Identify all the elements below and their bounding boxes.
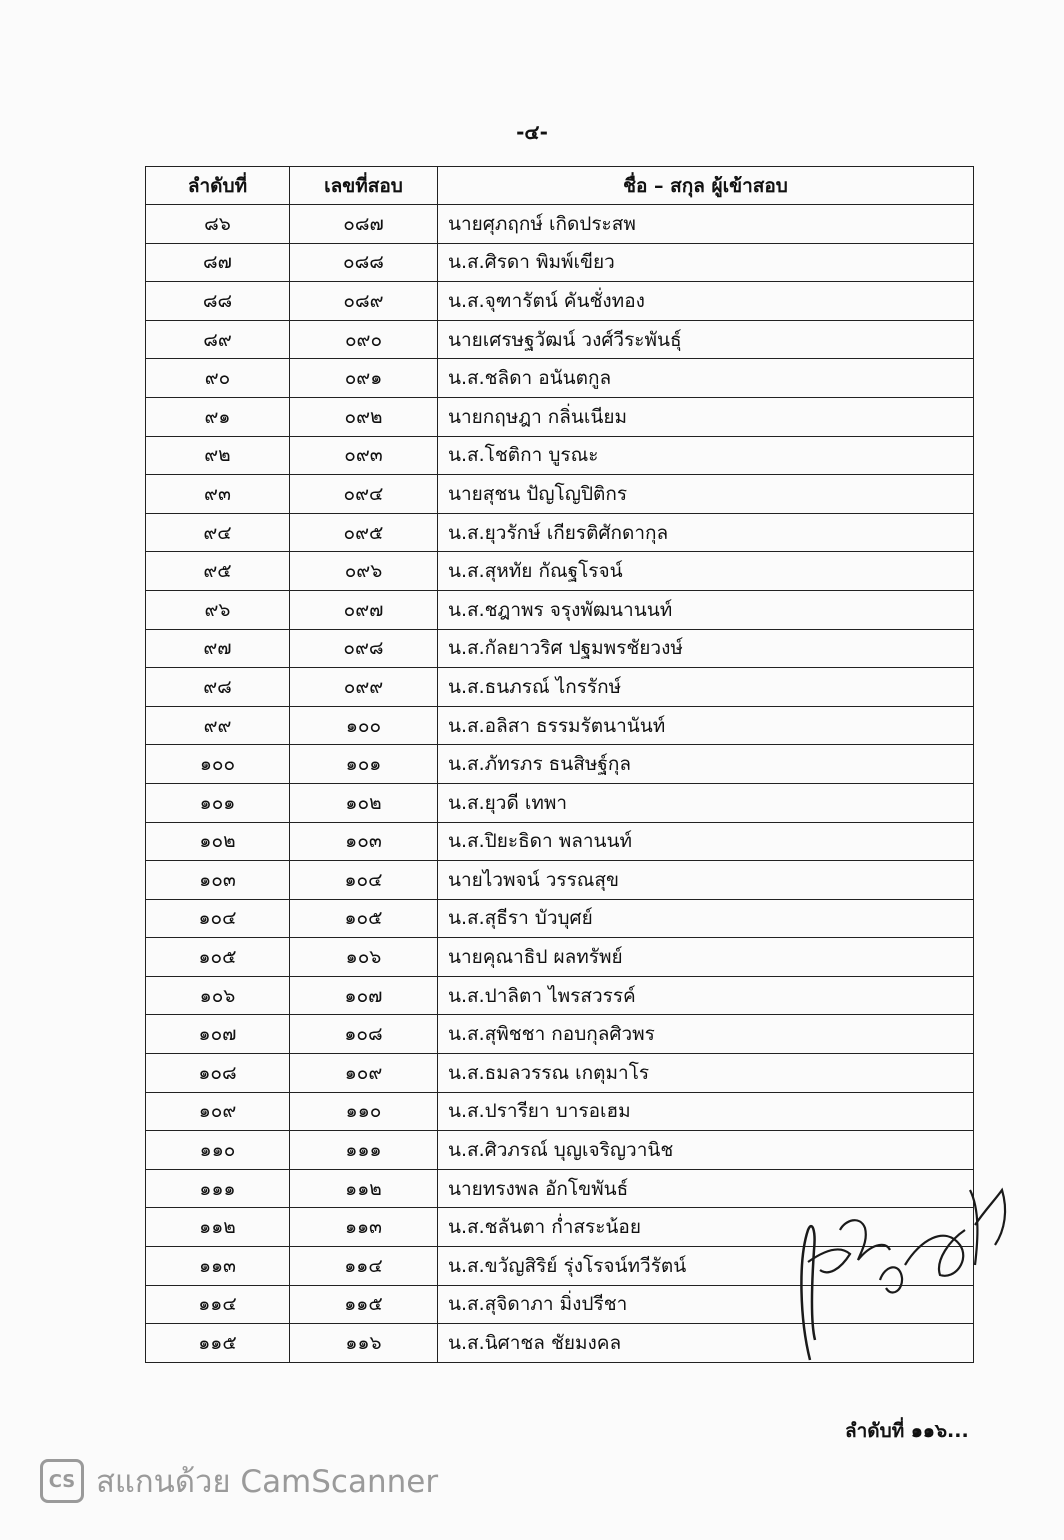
name-cell: น.ส.ธนภรณ์ ไกรรักษ์	[438, 668, 974, 707]
table-row	[146, 397, 974, 436]
table-row	[146, 745, 974, 784]
order-cell: ๙๐	[146, 359, 290, 398]
order-cell: ๘๙	[146, 320, 290, 359]
table-row	[146, 243, 974, 282]
order-cell: ๑๑๓	[146, 1247, 290, 1286]
exam-no-cell: ๐๙๒	[290, 397, 438, 436]
order-cell: ๘๗	[146, 243, 290, 282]
name-cell: น.ส.จุฑารัตน์ คันชั่งทอง	[438, 282, 974, 321]
order-cell: ๑๑๑	[146, 1169, 290, 1208]
order-cell: ๙๙	[146, 706, 290, 745]
exam-no-cell: ๐๘๘	[290, 243, 438, 282]
order-cell: ๙๘	[146, 668, 290, 707]
camscanner-logo-icon: CS	[40, 1459, 84, 1503]
name-cell: นายไวพจน์ วรรณสุข	[438, 861, 974, 900]
table-row	[146, 668, 974, 707]
order-cell: ๑๐๑	[146, 783, 290, 822]
exam-no-cell: ๑๐๖	[290, 938, 438, 977]
name-cell: นายทรงพล อักโขพันธ์	[438, 1169, 974, 1208]
table-row	[146, 899, 974, 938]
order-cell: ๑๑๕	[146, 1324, 290, 1363]
signature-icon	[770, 1170, 1030, 1380]
watermark-text: สแกนด้วย CamScanner	[96, 1464, 439, 1500]
table-row	[146, 282, 974, 321]
name-header: ชื่อ – สกุล ผู้เข้าสอบ	[438, 167, 974, 205]
table-row	[146, 822, 974, 861]
name-cell: นายสุชน ปัญโญปิติกร	[438, 475, 974, 514]
exam-no-cell: ๑๐๘	[290, 1015, 438, 1054]
name-cell: น.ส.ภัทรภร ธนสิษฐ์กุล	[438, 745, 974, 784]
exam-no-cell: ๑๐๐	[290, 706, 438, 745]
exam-no-cell: ๐๙๔	[290, 475, 438, 514]
exam-no-cell: ๑๐๒	[290, 783, 438, 822]
table-row	[146, 1054, 974, 1093]
name-cell: น.ส.ยุวดี เทพา	[438, 783, 974, 822]
order-cell: ๙๓	[146, 475, 290, 514]
name-cell: น.ส.ชฎาพร จรุงพัฒนานนท์	[438, 590, 974, 629]
exam-no-cell: ๑๐๓	[290, 822, 438, 861]
exam-no-cell: ๑๑๕	[290, 1285, 438, 1324]
table-row	[146, 706, 974, 745]
exam-no-cell: ๐๙๑	[290, 359, 438, 398]
order-cell: ๑๐๐	[146, 745, 290, 784]
table-row	[146, 976, 974, 1015]
order-cell: ๑๑๒	[146, 1208, 290, 1247]
table-row	[146, 552, 974, 591]
order-cell: ๑๑๔	[146, 1285, 290, 1324]
exam-no-cell: ๐๙๗	[290, 590, 438, 629]
table-row	[146, 475, 974, 514]
exam-no-cell: ๑๑๐	[290, 1092, 438, 1131]
name-cell: น.ส.ศิรดา พิมพ์เขียว	[438, 243, 974, 282]
exam-no-cell: ๑๐๔	[290, 861, 438, 900]
order-cell: ๙๕	[146, 552, 290, 591]
exam-no-cell: ๐๙๕	[290, 513, 438, 552]
name-cell: น.ส.ปรารียา บารอเฮม	[438, 1092, 974, 1131]
table-row	[146, 1092, 974, 1131]
order-cell: ๑๐๙	[146, 1092, 290, 1131]
name-cell: นายกฤษฎา กลิ่นเนียม	[438, 397, 974, 436]
exam-no-cell: ๐๘๗	[290, 205, 438, 244]
name-cell: น.ส.ปิยะธิดา พลานนท์	[438, 822, 974, 861]
exam-no-cell: ๐๘๙	[290, 282, 438, 321]
name-cell: นายคุณาธิป ผลทรัพย์	[438, 938, 974, 977]
exam-no-cell: ๐๙๓	[290, 436, 438, 475]
table-row	[146, 436, 974, 475]
table-header-row	[146, 167, 974, 205]
name-cell: น.ส.ธมลวรรณ เกตุมาโร	[438, 1054, 974, 1093]
order-cell: ๑๐๘	[146, 1054, 290, 1093]
exam-no-header: เลขที่สอบ	[290, 167, 438, 205]
table-row	[146, 320, 974, 359]
order-cell: ๘๘	[146, 282, 290, 321]
table-row	[146, 513, 974, 552]
exam-no-cell: ๑๑๔	[290, 1247, 438, 1286]
order-cell: ๑๐๒	[146, 822, 290, 861]
table-row	[146, 359, 974, 398]
name-cell: น.ส.โชติกา บูรณะ	[438, 436, 974, 475]
table-row	[146, 1015, 974, 1054]
name-cell: น.ส.สุหทัย กัณฐโรจน์	[438, 552, 974, 591]
exam-no-cell: ๑๐๗	[290, 976, 438, 1015]
name-cell: น.ส.นิศาชล ชัยมงคล	[438, 1324, 974, 1363]
table-row	[146, 590, 974, 629]
exam-no-cell: ๑๐๑	[290, 745, 438, 784]
table-row	[146, 205, 974, 244]
table-row	[146, 938, 974, 977]
order-cell: ๑๐๔	[146, 899, 290, 938]
name-cell: น.ส.สุจิดาภา มิ่งปรีชา	[438, 1285, 974, 1324]
order-cell: ๙๑	[146, 397, 290, 436]
order-cell: ๙๒	[146, 436, 290, 475]
continued-label: ลำดับที่ ๑๑๖...	[845, 1420, 969, 1442]
table-row	[146, 783, 974, 822]
order-cell: ๘๖	[146, 205, 290, 244]
table-row	[146, 1131, 974, 1170]
name-cell: น.ส.ยุวรักษ์ เกียรติศักดากุล	[438, 513, 974, 552]
exam-no-cell: ๑๐๕	[290, 899, 438, 938]
exam-no-cell: ๐๙๙	[290, 668, 438, 707]
exam-no-cell: ๐๙๐	[290, 320, 438, 359]
exam-no-cell: ๑๑๖	[290, 1324, 438, 1363]
name-cell: นายเศรษฐวัฒน์ วงศ์วีระพันธุ์	[438, 320, 974, 359]
name-cell: น.ส.อลิสา ธรรมรัตนานันท์	[438, 706, 974, 745]
order-cell: ๙๖	[146, 590, 290, 629]
order-header: ลำดับที่	[146, 167, 290, 205]
order-cell: ๑๐๗	[146, 1015, 290, 1054]
exam-no-cell: ๑๑๓	[290, 1208, 438, 1247]
table-row	[146, 629, 974, 668]
order-cell: ๙๗	[146, 629, 290, 668]
order-cell: ๑๑๐	[146, 1131, 290, 1170]
table-row	[146, 861, 974, 900]
name-cell: น.ส.สุพิชชา กอบกุลศิวพร	[438, 1015, 974, 1054]
camscanner-watermark	[40, 1455, 438, 1507]
order-cell: ๙๔	[146, 513, 290, 552]
order-cell: ๑๐๕	[146, 938, 290, 977]
exam-no-cell: ๑๐๙	[290, 1054, 438, 1093]
name-cell: น.ส.ชลันตา ก่ำสระน้อย	[438, 1208, 974, 1247]
name-cell: น.ส.ขวัญสิริย์ รุ่งโรจน์ทวีรัตน์	[438, 1247, 974, 1286]
exam-no-cell: ๐๙๖	[290, 552, 438, 591]
order-cell: ๑๐๓	[146, 861, 290, 900]
order-cell: ๑๐๖	[146, 976, 290, 1015]
name-cell: นายศุภฤกษ์ เกิดประสพ	[438, 205, 974, 244]
name-cell: น.ส.ชลิดา อนันตกูล	[438, 359, 974, 398]
page-number: -๔-	[516, 120, 548, 144]
exam-no-cell: ๑๑๑	[290, 1131, 438, 1170]
name-cell: น.ส.กัลยาวริศ ปฐมพรชัยวงษ์	[438, 629, 974, 668]
exam-no-cell: ๐๙๘	[290, 629, 438, 668]
name-cell: น.ส.ปาลิตา ไพรสวรรค์	[438, 976, 974, 1015]
name-cell: น.ส.ศิวภรณ์ บุญเจริญวานิช	[438, 1131, 974, 1170]
exam-no-cell: ๑๑๒	[290, 1169, 438, 1208]
name-cell: น.ส.สุธีรา บัวบุศย์	[438, 899, 974, 938]
